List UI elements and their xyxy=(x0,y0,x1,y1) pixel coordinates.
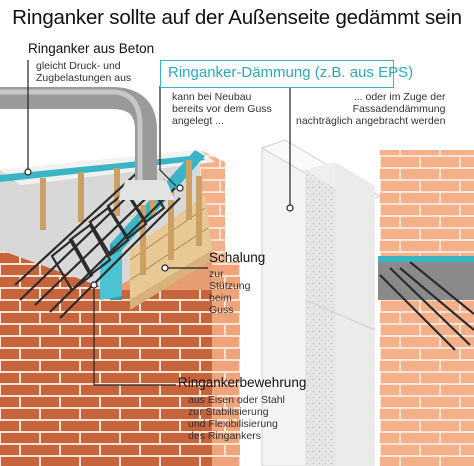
eps-right-text: ... oder im Zuge der Fassadendämmung nachträglich angebracht werden xyxy=(296,91,446,127)
right-brick-wall xyxy=(378,150,474,466)
bewehrung-heading: Ringankerbewehrung xyxy=(178,375,307,390)
eps-heading: Ringanker-Dämmung (z.B. aus EPS) xyxy=(168,64,414,81)
eps-left-text: kann bei Neubau bereits vor dem Guss angelegt ... xyxy=(172,91,272,127)
bewehrung-text: aus Eisen oder Stahl zur Stabilisierung und Flexibilisierung des Ringankers xyxy=(188,394,285,442)
schalung-text: zur Stützung beim Guss xyxy=(209,268,251,316)
schalung-heading: Schalung xyxy=(209,250,266,265)
page-title: Ringanker sollte auf der Außenseite gedämmt sein xyxy=(12,6,462,29)
beton-text: gleicht Druck- und Zugbelastungen aus xyxy=(36,60,132,84)
beton-heading: Ringanker aus Beton xyxy=(28,41,155,56)
facade-insulation-panel xyxy=(305,162,375,466)
